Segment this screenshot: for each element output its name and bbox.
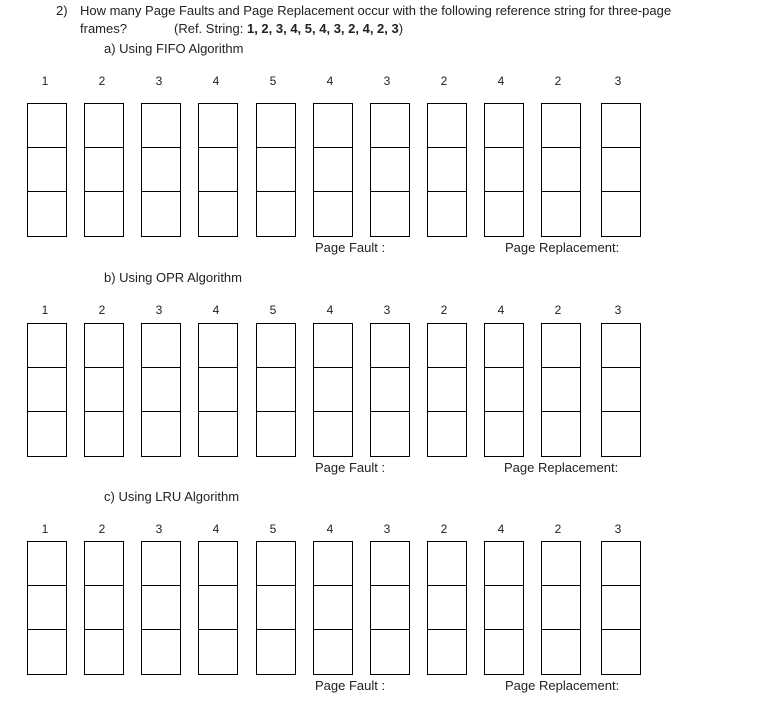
frame-cell[interactable]: [142, 192, 180, 236]
frame-column: [27, 541, 67, 675]
frame-column: [313, 103, 353, 237]
frame-cell[interactable]: [428, 630, 466, 674]
frame-cell[interactable]: [142, 324, 180, 368]
frame-cell[interactable]: [485, 630, 523, 674]
frame-cell[interactable]: [28, 412, 66, 456]
frame-cell[interactable]: [199, 586, 237, 630]
frame-cell[interactable]: [602, 192, 640, 236]
frame-cell[interactable]: [428, 104, 466, 148]
frame-column: [427, 541, 467, 675]
frame-cell[interactable]: [199, 368, 237, 412]
frame-cell[interactable]: [257, 630, 295, 674]
reference-number: 4: [326, 74, 334, 88]
frame-cell[interactable]: [142, 630, 180, 674]
frame-cell[interactable]: [28, 586, 66, 630]
frame-column: [601, 103, 641, 237]
frame-cell[interactable]: [371, 586, 409, 630]
frame-cell[interactable]: [371, 412, 409, 456]
frame-column: [427, 103, 467, 237]
section-label: b) Using OPR Algorithm: [104, 270, 242, 285]
frame-column: [141, 323, 181, 457]
reference-number: 1: [41, 303, 49, 317]
ref-close: ): [398, 21, 404, 36]
frame-cell[interactable]: [428, 586, 466, 630]
frame-cell[interactable]: [257, 324, 295, 368]
frame-column: [256, 103, 296, 237]
frame-cell[interactable]: [314, 148, 352, 192]
frame-cell[interactable]: [314, 192, 352, 236]
frame-column: [27, 323, 67, 457]
reference-number: 3: [614, 303, 622, 317]
frame-cell[interactable]: [371, 104, 409, 148]
frame-cell[interactable]: [28, 104, 66, 148]
reference-number: 4: [497, 74, 505, 88]
page-replacement-label: Page Replacement:: [505, 678, 620, 693]
reference-number: 5: [269, 74, 277, 88]
frame-cell[interactable]: [602, 368, 640, 412]
frame-cell[interactable]: [28, 630, 66, 674]
frame-cell[interactable]: [257, 412, 295, 456]
reference-number: 4: [497, 303, 505, 317]
reference-number: 3: [383, 522, 391, 536]
frame-cell[interactable]: [28, 542, 66, 586]
frame-cell[interactable]: [85, 324, 123, 368]
frame-column: [198, 103, 238, 237]
question-number: 2): [56, 3, 68, 18]
frame-cell[interactable]: [485, 586, 523, 630]
frame-cell[interactable]: [199, 324, 237, 368]
frame-cell[interactable]: [85, 192, 123, 236]
frame-cell[interactable]: [85, 368, 123, 412]
frame-cell[interactable]: [85, 630, 123, 674]
section-label: a) Using FIFO Algorithm: [104, 41, 244, 56]
reference-number: 4: [212, 303, 220, 317]
reference-number: 3: [383, 303, 391, 317]
reference-number: 4: [326, 522, 334, 536]
frame-cell[interactable]: [371, 542, 409, 586]
reference-number: 2: [440, 74, 448, 88]
frame-cell[interactable]: [485, 324, 523, 368]
frame-cell[interactable]: [142, 368, 180, 412]
frame-column: [198, 323, 238, 457]
frame-cell[interactable]: [314, 412, 352, 456]
frame-cell[interactable]: [485, 148, 523, 192]
frame-cell[interactable]: [428, 368, 466, 412]
frame-column: [141, 541, 181, 675]
page-fault-label: Page Fault :: [315, 678, 386, 693]
frame-cell[interactable]: [428, 412, 466, 456]
frame-column: [427, 323, 467, 457]
reference-string-line: [174, 21, 403, 36]
frame-cell[interactable]: [542, 586, 580, 630]
frame-column: [541, 103, 581, 237]
frame-cell[interactable]: [142, 412, 180, 456]
frame-cell[interactable]: [542, 630, 580, 674]
frame-cell[interactable]: [28, 324, 66, 368]
frame-cell[interactable]: [314, 368, 352, 412]
frame-column: [541, 323, 581, 457]
frame-column: [27, 103, 67, 237]
reference-number: 1: [41, 522, 49, 536]
reference-number: 2: [440, 303, 448, 317]
frame-cell[interactable]: [485, 104, 523, 148]
frame-column: [198, 541, 238, 675]
reference-number: 3: [155, 74, 163, 88]
frame-column: [601, 323, 641, 457]
frame-cell[interactable]: [28, 148, 66, 192]
frame-cell[interactable]: [142, 542, 180, 586]
frame-cell[interactable]: [602, 542, 640, 586]
frame-cell[interactable]: [602, 586, 640, 630]
frame-cell[interactable]: [257, 192, 295, 236]
section-label: c) Using LRU Algorithm: [104, 489, 240, 504]
frame-column: [84, 103, 124, 237]
reference-number: 3: [614, 74, 622, 88]
frame-cell[interactable]: [257, 542, 295, 586]
reference-number: 2: [98, 74, 106, 88]
frame-cell[interactable]: [602, 104, 640, 148]
frame-cell[interactable]: [428, 542, 466, 586]
frame-column: [370, 103, 410, 237]
reference-number: 2: [554, 303, 562, 317]
reference-number: 5: [269, 303, 277, 317]
frame-cell[interactable]: [485, 192, 523, 236]
frame-column: [84, 323, 124, 457]
frame-column: [541, 541, 581, 675]
frame-column: [370, 323, 410, 457]
page-fault-label: Page Fault :: [315, 460, 386, 475]
frame-cell[interactable]: [314, 542, 352, 586]
frame-cell[interactable]: [142, 586, 180, 630]
frame-column: [256, 323, 296, 457]
page-fault-label: Page Fault :: [315, 240, 386, 255]
frame-cell[interactable]: [428, 192, 466, 236]
frame-cell[interactable]: [314, 104, 352, 148]
frame-cell[interactable]: [485, 368, 523, 412]
frame-column: [484, 541, 524, 675]
frame-cell[interactable]: [85, 586, 123, 630]
frame-cell[interactable]: [85, 148, 123, 192]
frame-column: [484, 103, 524, 237]
page-replacement-label: Page Replacement:: [504, 460, 619, 475]
frame-cell[interactable]: [371, 368, 409, 412]
frame-cell[interactable]: [142, 104, 180, 148]
frame-cell[interactable]: [602, 148, 640, 192]
frame-cell[interactable]: [542, 542, 580, 586]
reference-number: 1: [41, 74, 49, 88]
frame-cell[interactable]: [371, 324, 409, 368]
reference-number: 2: [440, 522, 448, 536]
frame-cell[interactable]: [257, 368, 295, 412]
question-line-1: How many Page Faults and Page Replacement occur with the following reference string for three-page: [80, 3, 672, 18]
reference-number: 3: [383, 74, 391, 88]
ref-values: 1, 2, 3, 4, 5, 4, 3, 2, 4, 2, 3: [246, 21, 399, 36]
frame-cell[interactable]: [85, 104, 123, 148]
reference-number: 2: [554, 522, 562, 536]
frame-cell[interactable]: [542, 192, 580, 236]
frame-cell[interactable]: [257, 104, 295, 148]
frame-cell[interactable]: [602, 412, 640, 456]
frame-cell[interactable]: [371, 192, 409, 236]
frame-cell[interactable]: [314, 630, 352, 674]
frame-cell[interactable]: [314, 586, 352, 630]
frame-column: [601, 541, 641, 675]
reference-number: 3: [155, 303, 163, 317]
frame-cell[interactable]: [542, 148, 580, 192]
reference-number: 3: [614, 522, 622, 536]
frame-column: [256, 541, 296, 675]
frame-cell[interactable]: [199, 542, 237, 586]
frame-column: [370, 541, 410, 675]
reference-number: 2: [98, 522, 106, 536]
frame-cell[interactable]: [428, 148, 466, 192]
frame-column: [313, 541, 353, 675]
page-replacement-label: Page Replacement:: [505, 240, 620, 255]
frame-column: [313, 323, 353, 457]
frame-cell[interactable]: [199, 148, 237, 192]
frame-cell[interactable]: [199, 630, 237, 674]
frame-cell[interactable]: [199, 104, 237, 148]
frame-cell[interactable]: [428, 324, 466, 368]
frame-cell[interactable]: [257, 586, 295, 630]
frame-cell[interactable]: [485, 542, 523, 586]
frame-cell[interactable]: [85, 412, 123, 456]
frame-column: [84, 541, 124, 675]
frame-cell[interactable]: [602, 324, 640, 368]
reference-number: 2: [554, 74, 562, 88]
reference-number: 4: [212, 522, 220, 536]
frame-cell[interactable]: [371, 148, 409, 192]
frame-cell[interactable]: [485, 412, 523, 456]
reference-number: 4: [212, 74, 220, 88]
reference-number: 5: [269, 522, 277, 536]
question-line-2: frames?: [80, 21, 127, 36]
frame-cell[interactable]: [542, 412, 580, 456]
reference-number: 4: [497, 522, 505, 536]
frame-cell[interactable]: [257, 148, 295, 192]
frame-cell[interactable]: [314, 324, 352, 368]
reference-number: 2: [98, 303, 106, 317]
ref-label: (Ref. String:: [174, 21, 247, 36]
frame-cell[interactable]: [542, 324, 580, 368]
frame-column: [141, 103, 181, 237]
frame-cell[interactable]: [28, 368, 66, 412]
frame-column: [484, 323, 524, 457]
reference-number: 4: [326, 303, 334, 317]
frame-cell[interactable]: [542, 104, 580, 148]
frame-cell[interactable]: [85, 542, 123, 586]
frame-cell[interactable]: [371, 630, 409, 674]
frame-cell[interactable]: [199, 412, 237, 456]
frame-cell[interactable]: [542, 368, 580, 412]
frame-cell[interactable]: [28, 192, 66, 236]
frame-cell[interactable]: [602, 630, 640, 674]
frame-cell[interactable]: [142, 148, 180, 192]
reference-number: 3: [155, 522, 163, 536]
frame-cell[interactable]: [199, 192, 237, 236]
